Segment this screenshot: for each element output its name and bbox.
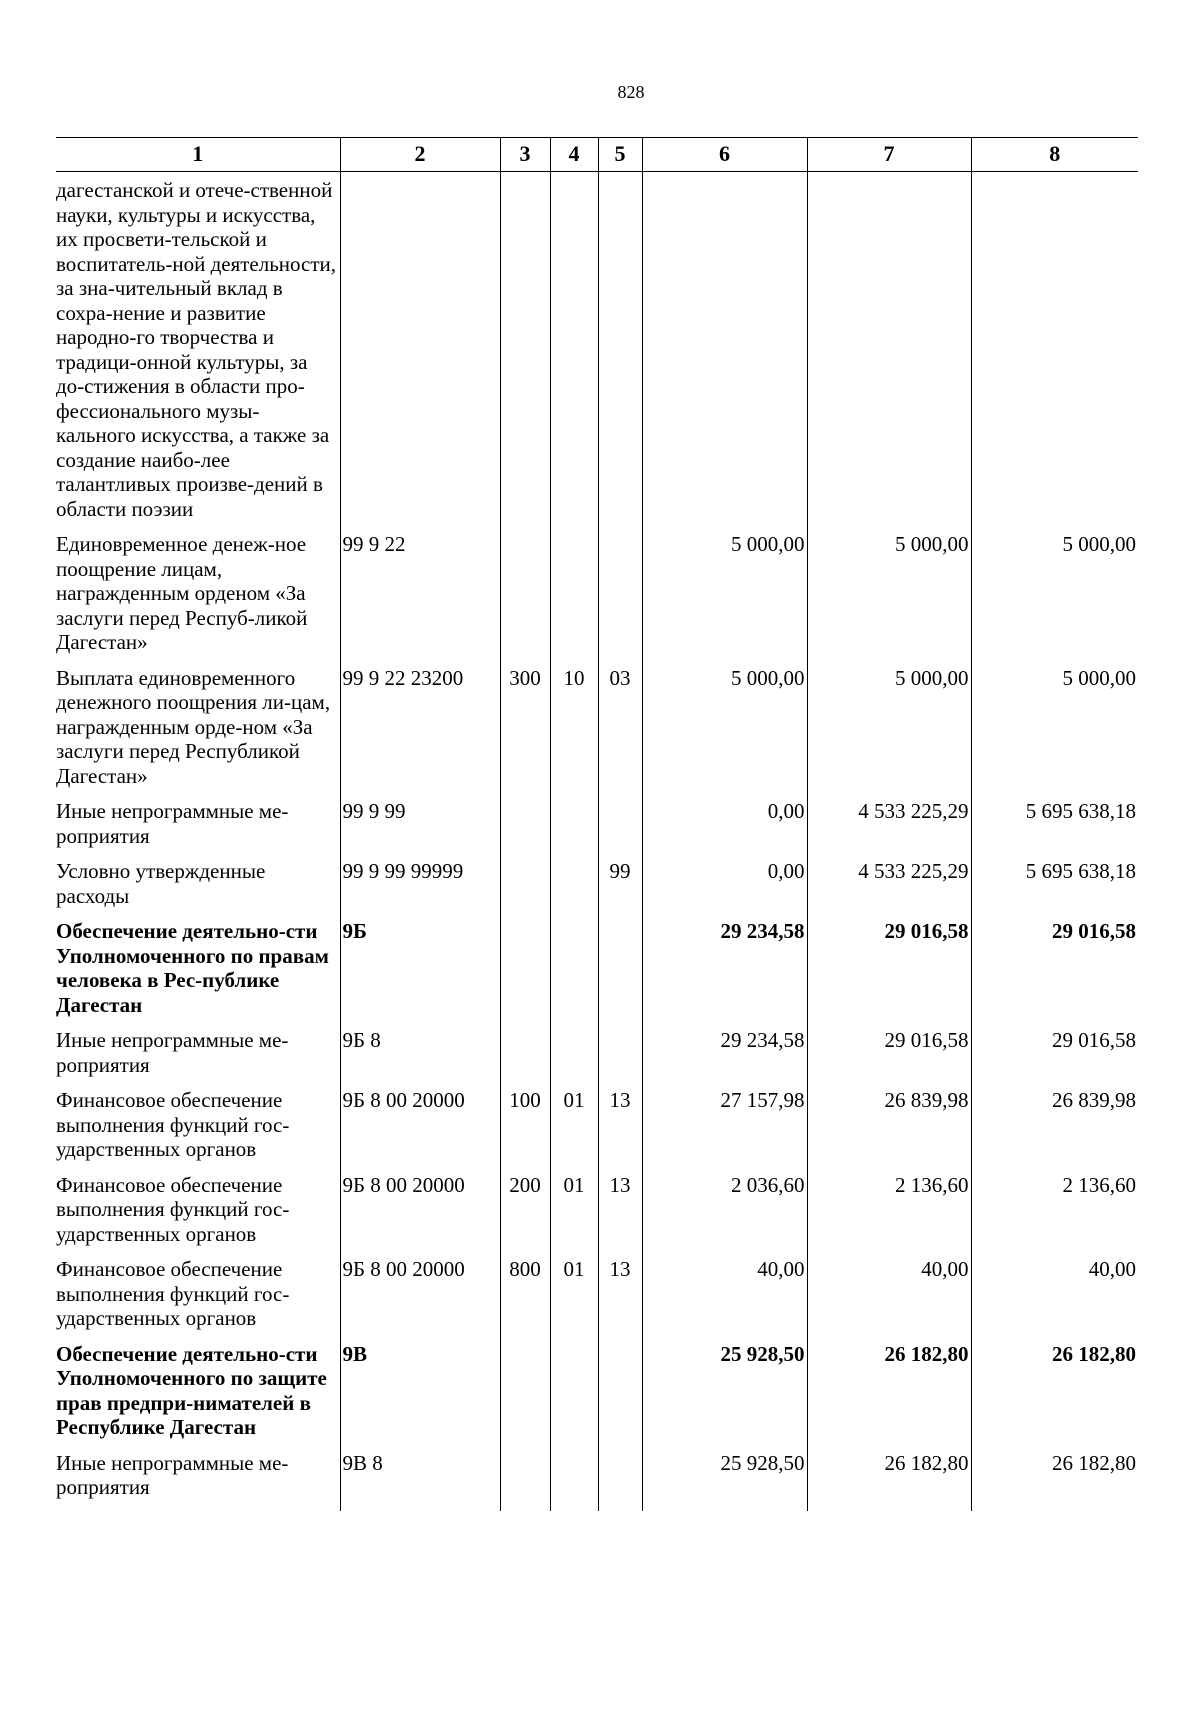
table-row xyxy=(56,1342,1138,1451)
row-name-cell: Единовременное денеж-ное поощрение лицам, награжденным орденом «За заслуги перед Респуб-ликой Дагестан» xyxy=(56,532,308,654)
row-col3-cell xyxy=(500,532,550,666)
row-name-cell: Иные непрограммные ме-роприятия xyxy=(56,1028,289,1077)
row-value8-cell: 2 136,60 xyxy=(971,1173,1138,1258)
row-value7-cell: 4 533 225,29 xyxy=(807,799,971,859)
table-row xyxy=(56,172,1138,533)
row-value6-cell: 25 928,50 xyxy=(642,1342,807,1451)
table-row xyxy=(56,1028,1138,1088)
row-value7-cell: 29 016,58 xyxy=(807,1028,971,1088)
row-col5-cell xyxy=(598,532,642,666)
table-row xyxy=(56,666,1138,800)
row-value6-cell: 0,00 xyxy=(642,799,807,859)
row-value8-cell: 29 016,58 xyxy=(971,919,1138,1028)
column-header-3: 3 xyxy=(500,138,550,172)
row-code-cell: 9Б xyxy=(340,919,500,1028)
header-row xyxy=(56,138,1138,172)
row-col3-cell: 800 xyxy=(500,1257,550,1342)
column-header-7: 7 xyxy=(807,138,971,172)
row-value6-cell: 5 000,00 xyxy=(642,666,807,800)
row-name-cell: Условно утвержденные расходы xyxy=(56,859,266,908)
row-code-cell: 99 9 99 xyxy=(340,799,500,859)
row-value7-cell: 26 182,80 xyxy=(807,1451,971,1511)
row-value8-cell: 26 839,98 xyxy=(971,1088,1138,1173)
row-name-cell: дагестанской и отече-ственной науки, культуры и искусства, их просвети-тельской и воспитатель-ной деятельности, за зна-чительный вклад в сохра-нение и развитие народно-го творчества и традици-онной культуры, за до-стижения в области про-фессионального музы-кального искусства, а также за создание наибо-лее талантливых произве-дений в области поэзии xyxy=(56,178,337,521)
row-col3-cell xyxy=(500,859,550,919)
row-col5-cell xyxy=(598,172,642,533)
row-col3-cell xyxy=(500,1342,550,1451)
table-row xyxy=(56,532,1138,666)
row-value6-cell: 29 234,58 xyxy=(642,919,807,1028)
row-value6-cell: 0,00 xyxy=(642,859,807,919)
column-header-2: 2 xyxy=(340,138,500,172)
row-col4-cell xyxy=(550,532,598,666)
row-col4-cell: 01 xyxy=(550,1088,598,1173)
row-value8-cell: 5 695 638,18 xyxy=(971,799,1138,859)
row-value8-cell: 5 000,00 xyxy=(971,666,1138,800)
row-value6-cell xyxy=(642,172,807,533)
table-row xyxy=(56,1173,1138,1258)
row-col4-cell: 01 xyxy=(550,1173,598,1258)
table-row xyxy=(56,1088,1138,1173)
row-name-cell: Обеспечение деятельно-сти Уполномоченного по правам человека в Рес-публике Дагестан xyxy=(56,919,329,1017)
row-col4-cell xyxy=(550,799,598,859)
column-header-1: 1 xyxy=(56,138,340,172)
row-col3-cell xyxy=(500,919,550,1028)
row-col5-cell xyxy=(598,1028,642,1088)
row-col5-cell xyxy=(598,799,642,859)
column-header-6: 6 xyxy=(642,138,807,172)
row-code-cell: 9Б 8 00 20000 xyxy=(340,1088,500,1173)
row-name-cell: Иные непрограммные ме-роприятия xyxy=(56,799,289,848)
row-code-cell: 9В xyxy=(340,1342,500,1451)
row-value7-cell: 29 016,58 xyxy=(807,919,971,1028)
row-name-cell: Иные непрограммные ме-роприятия xyxy=(56,1450,289,1499)
row-value6-cell: 2 036,60 xyxy=(642,1173,807,1258)
row-col5-cell xyxy=(598,919,642,1028)
row-code-cell: 99 9 22 23200 xyxy=(340,666,500,800)
row-col4-cell xyxy=(550,1451,598,1511)
row-value6-cell: 25 928,50 xyxy=(642,1451,807,1511)
row-value7-cell xyxy=(807,172,971,533)
table-header xyxy=(56,138,1138,172)
row-col4-cell: 01 xyxy=(550,1257,598,1342)
row-value7-cell: 4 533 225,29 xyxy=(807,859,971,919)
row-value8-cell: 29 016,58 xyxy=(971,1028,1138,1088)
budget-table xyxy=(56,137,1138,1511)
row-col5-cell xyxy=(598,1342,642,1451)
row-code-cell: 99 9 22 xyxy=(340,532,500,666)
row-code-cell xyxy=(340,172,500,533)
row-name-cell: Выплата единовременного денежного поощрения ли-цам, награжденным орде-ном «За заслуги перед Республикой Дагестан» xyxy=(56,665,331,788)
row-code-cell: 9В 8 xyxy=(340,1451,500,1511)
row-value8-cell: 5 000,00 xyxy=(971,532,1138,666)
row-col4-cell xyxy=(550,919,598,1028)
column-header-5: 5 xyxy=(598,138,642,172)
table-row xyxy=(56,799,1138,859)
row-name-cell: Финансовое обеспечение выполнения функций гос-ударственных органов xyxy=(56,1257,290,1330)
row-col4-cell: 10 xyxy=(550,666,598,800)
row-code-cell: 9Б 8 00 20000 xyxy=(340,1257,500,1342)
row-value8-cell: 26 182,80 xyxy=(971,1342,1138,1451)
row-col3-cell xyxy=(500,1028,550,1088)
row-col4-cell xyxy=(550,1342,598,1451)
column-header-4: 4 xyxy=(550,138,598,172)
row-col3-cell xyxy=(500,172,550,533)
row-col3-cell: 300 xyxy=(500,666,550,800)
row-value7-cell: 5 000,00 xyxy=(807,666,971,800)
row-col3-cell: 100 xyxy=(500,1088,550,1173)
table-row xyxy=(56,1257,1138,1342)
row-value7-cell: 2 136,60 xyxy=(807,1173,971,1258)
row-col5-cell: 99 xyxy=(598,859,642,919)
row-value7-cell: 26 182,80 xyxy=(807,1342,971,1451)
row-value7-cell: 40,00 xyxy=(807,1257,971,1342)
row-code-cell: 9Б 8 00 20000 xyxy=(340,1173,500,1258)
row-value6-cell: 40,00 xyxy=(642,1257,807,1342)
row-col3-cell xyxy=(500,1451,550,1511)
row-code-cell: 99 9 99 99999 xyxy=(340,859,500,919)
table-row xyxy=(56,919,1138,1028)
row-value6-cell: 5 000,00 xyxy=(642,532,807,666)
row-value8-cell: 26 182,80 xyxy=(971,1451,1138,1511)
table-row xyxy=(56,859,1138,919)
row-value8-cell xyxy=(971,172,1138,533)
row-value6-cell: 27 157,98 xyxy=(642,1088,807,1173)
row-value8-cell: 5 695 638,18 xyxy=(971,859,1138,919)
row-col3-cell xyxy=(500,799,550,859)
row-value6-cell: 29 234,58 xyxy=(642,1028,807,1088)
row-value7-cell: 5 000,00 xyxy=(807,532,971,666)
column-header-8: 8 xyxy=(971,138,1138,172)
table-row xyxy=(56,1451,1138,1511)
row-col5-cell: 03 xyxy=(598,666,642,800)
row-col5-cell: 13 xyxy=(598,1257,642,1342)
row-col5-cell xyxy=(598,1451,642,1511)
row-name-cell: Финансовое обеспечение выполнения функций гос-ударственных органов xyxy=(56,1088,290,1161)
row-value8-cell: 40,00 xyxy=(971,1257,1138,1342)
page-number: 828 xyxy=(617,82,645,102)
row-name-cell: Финансовое обеспечение выполнения функций гос-ударственных органов xyxy=(56,1172,290,1246)
row-col4-cell xyxy=(550,859,598,919)
row-name-cell: Обеспечение деятельно-сти Уполномоченного по защите прав предпри-нимателей в Республике Дагестан xyxy=(56,1341,327,1439)
row-col4-cell xyxy=(550,172,598,533)
row-col3-cell: 200 xyxy=(500,1173,550,1258)
row-code-cell: 9Б 8 xyxy=(340,1028,500,1088)
row-col4-cell xyxy=(550,1028,598,1088)
row-col5-cell: 13 xyxy=(598,1173,642,1258)
table-body xyxy=(56,172,1138,1511)
row-value7-cell: 26 839,98 xyxy=(807,1088,971,1173)
row-col5-cell: 13 xyxy=(598,1088,642,1173)
